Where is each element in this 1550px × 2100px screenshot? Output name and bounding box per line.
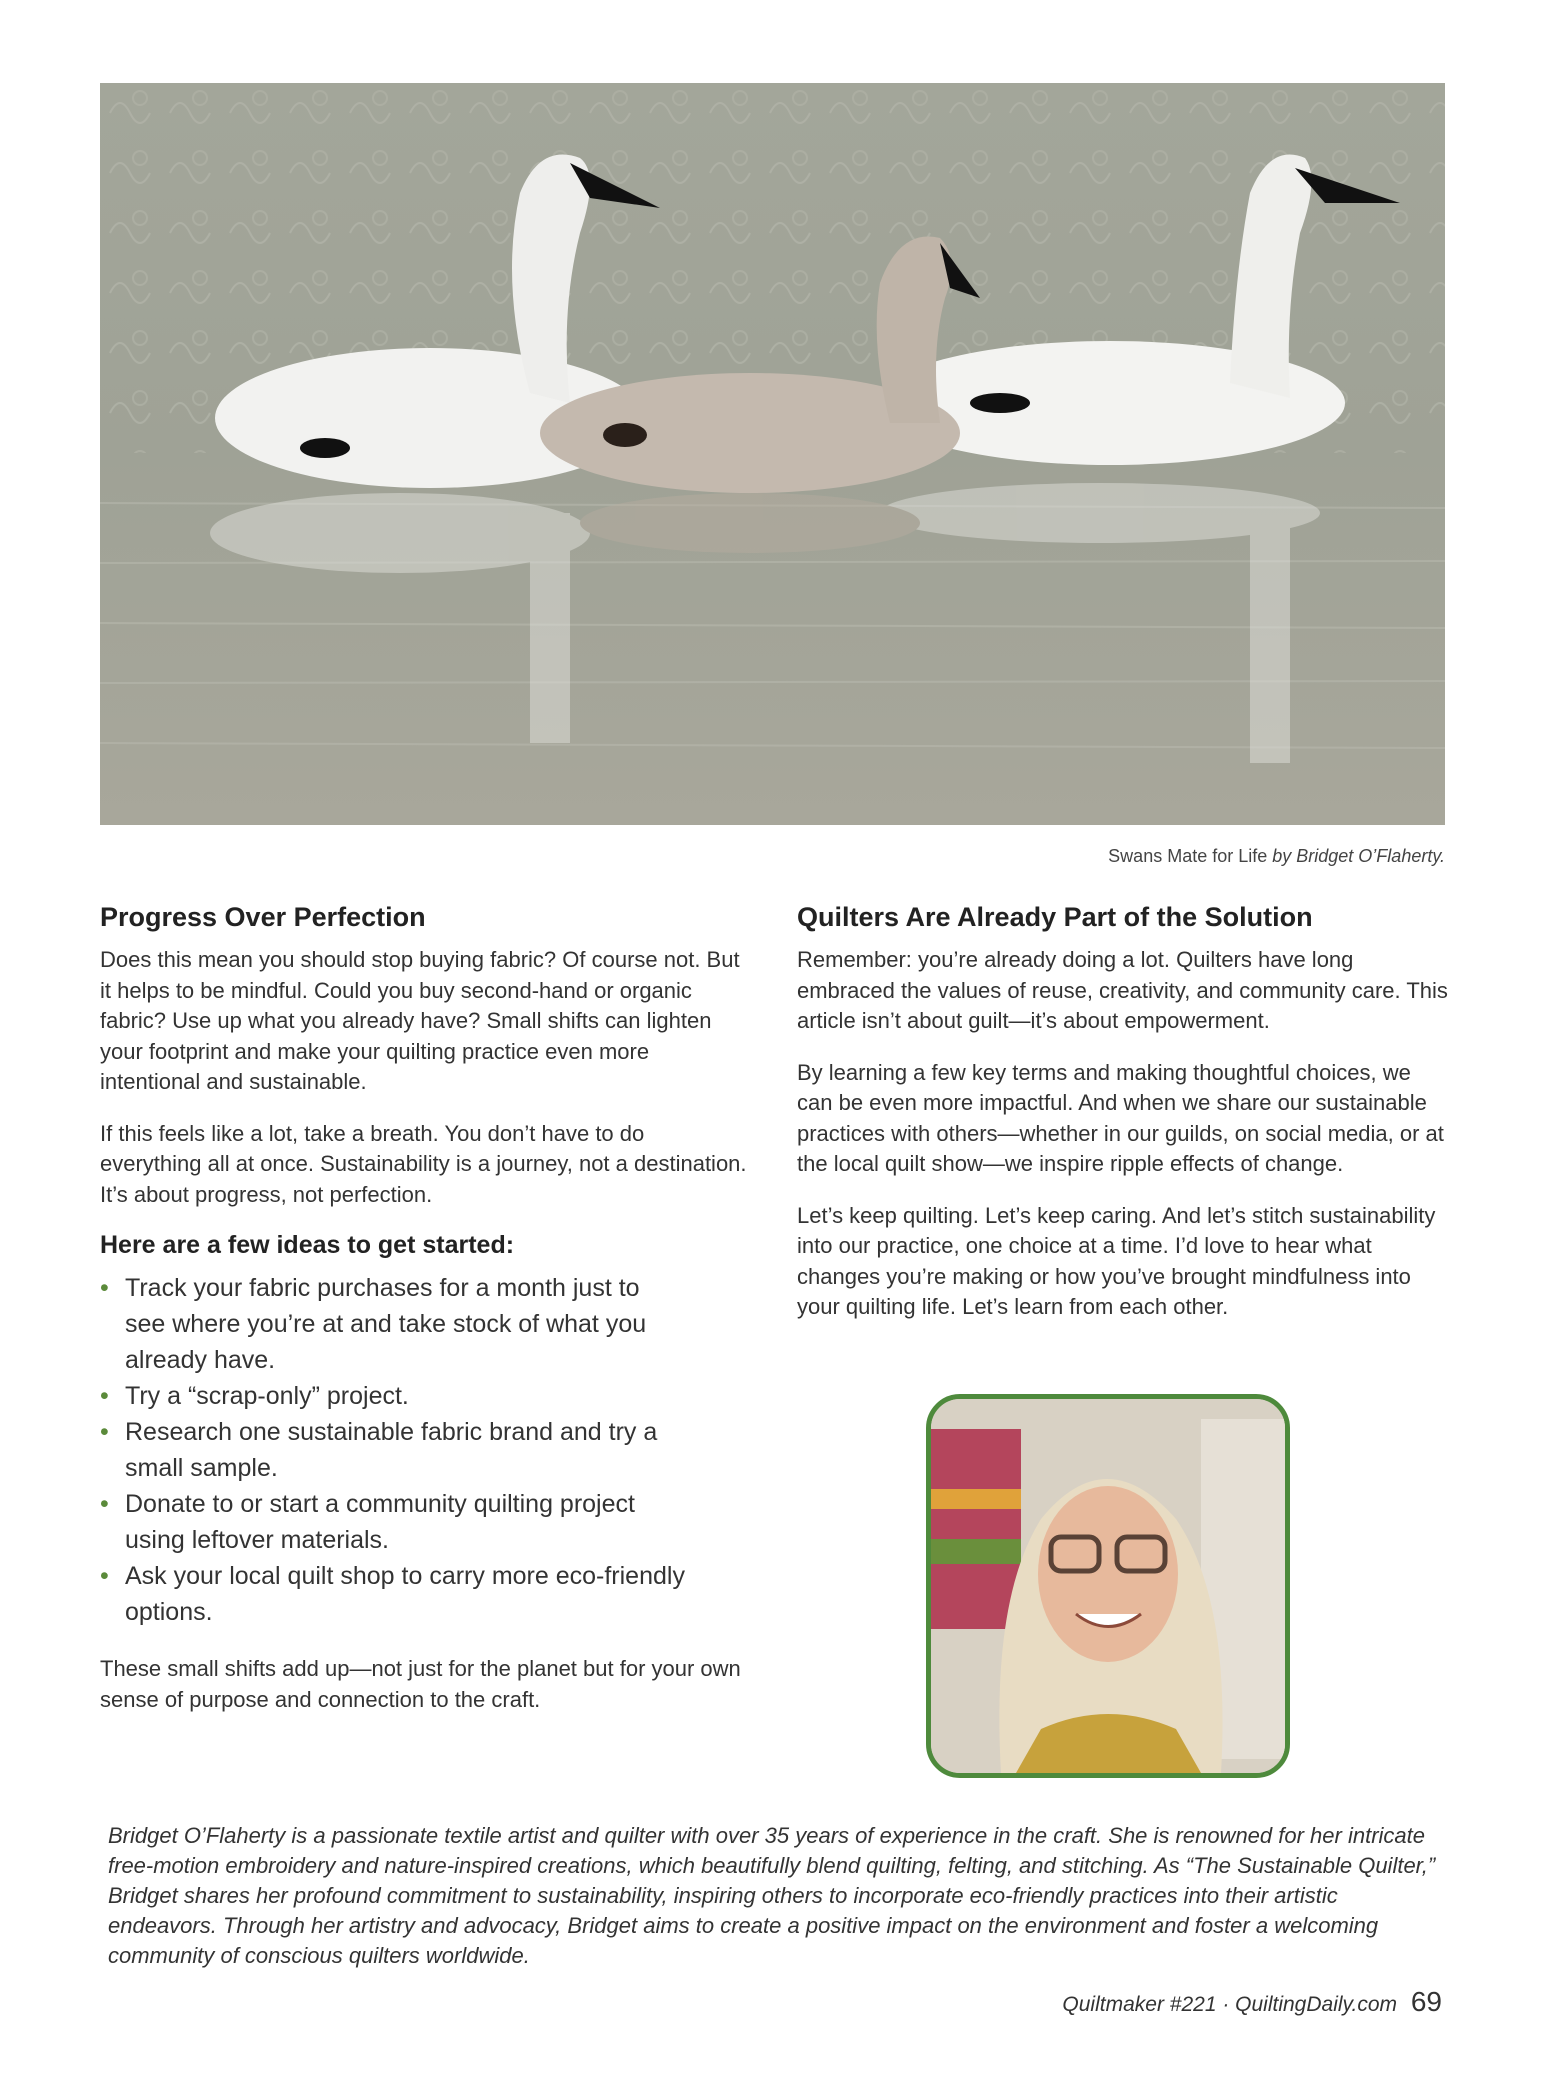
bullet-icon: •: [100, 1418, 109, 1446]
paragraph: Remember: you’re already doing a lot. Quilters have long embraced the values of reuse, creativity, and community care. This article isn’t about guilt—it’s about empowerment.: [797, 947, 1448, 1033]
ideas-list: [100, 1270, 750, 1630]
bullet-icon: •: [100, 1274, 109, 1302]
right-column: [797, 902, 1452, 1344]
caption-author: by Bridget O’Flaherty.: [1272, 846, 1445, 866]
section-heading-progress: Progress Over Perfection: [100, 902, 426, 932]
image-caption: [1108, 846, 1445, 867]
list-item: • Track your fabric purchases for a month just to see where you’re at and take stock of what you already have.: [100, 1270, 685, 1378]
ideas-heading: Here are a few ideas to get started:: [100, 1231, 515, 1259]
left-column: [100, 902, 750, 1736]
paragraph: If this feels like a lot, take a breath. You don’t have to do everything all at once. Sustainability is a journey, not a destination. It’s about progress, not perfection.: [100, 1120, 747, 1207]
list-item: • Donate to or start a community quilting project using leftover materials.: [100, 1486, 685, 1558]
section-heading-solution: Quilters Are Already Part of the Solution: [797, 902, 1313, 932]
list-item: • Research one sustainable fabric brand and try a small sample.: [100, 1414, 685, 1486]
page-footer: [1062, 1986, 1442, 2018]
author-bio: Bridget O’Flaherty is a passionate textile artist and quilter with over 35 years of experience in the craft. She is renowned for her intricate free-motion embroidery and nature-inspired creations, which beautifully blend quilting, felting, and stitching. As “The Sustainable Quilter,” Bridget shares her profound commitment to sustainability, inspiring others to incorporate eco-friendly practices into their artistic endeavors. Through her artistry and advocacy, Bridget aims to create a positive impact on the environment and foster a welcoming community of conscious quilters worldwide.: [108, 1823, 1436, 1968]
page-number: 69: [1410, 1986, 1442, 2017]
swans-quilt-image: [100, 83, 1445, 825]
list-item: • Try a “scrap-only” project.: [100, 1378, 685, 1414]
paragraph: By learning a few key terms and making thoughtful choices, we can be even more impactful. And when we share our sustainable practices with others—whether in our guilds, on social media, or at the local quilt show—we inspire ripple effects of change.: [797, 1059, 1444, 1176]
paragraph: Does this mean you should stop buying fabric? Of course not. But it helps to be mindful. Could you buy second-hand or organic fabric? Use up what you already have? Small shifts can lighten your footprint and make your quilting practice even more intentional and sustainable.: [100, 947, 740, 1094]
paragraph: These small shifts add up—not just for the planet but for your own sense of purpose and connection to the craft.: [100, 1656, 741, 1712]
bullet-icon: •: [100, 1562, 109, 1590]
caption-title: Swans Mate for Life: [1108, 846, 1268, 866]
paragraph: Let’s keep quilting. Let’s keep caring. And let’s stitch sustainability into our practice, one choice at a time. I’d love to hear what changes you’re making or how you’ve brought mindfulness into your quilting life. Let’s learn from each other.: [797, 1202, 1436, 1319]
author-portrait: [926, 1394, 1290, 1778]
footer-issue: Quiltmaker #221 · QuiltingDaily.com: [1062, 1993, 1397, 2016]
list-item: • Ask your local quilt shop to carry more eco-friendly options.: [100, 1558, 685, 1630]
bullet-icon: •: [100, 1382, 109, 1410]
bullet-icon: •: [100, 1490, 109, 1518]
